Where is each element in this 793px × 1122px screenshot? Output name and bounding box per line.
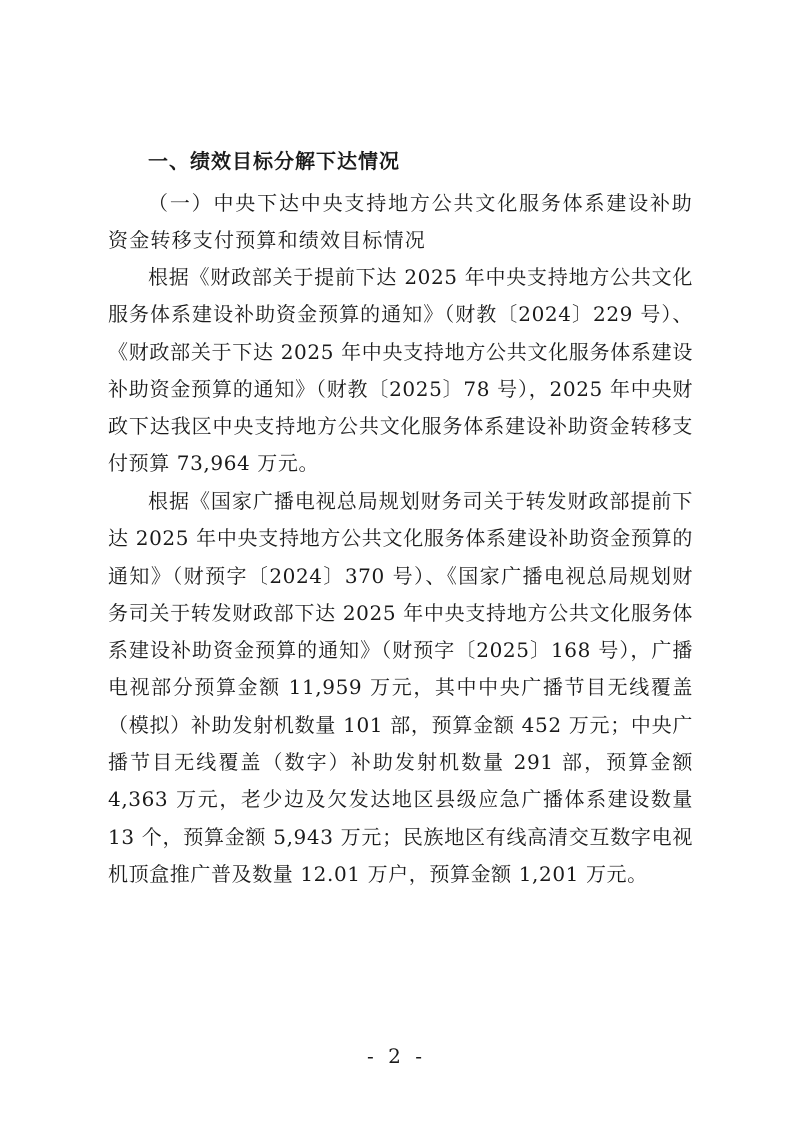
page-number: - 2 -: [367, 1044, 426, 1068]
body-paragraph-1: 根据《财政部关于提前下达 2025 年中央支持地方公共文化服务体系建设补助资金预算的通知》（财教〔2024〕229 号）、《财政部关于下达 2025 年中央支持地方公共文化服务体系建设补助资金预算的通知》（财教〔2025〕78 号），2025 年中央财政下达我区中央支持地方公共文化服务体系建设补助资金转移支付预算 73,964 万元。: [108, 265, 693, 476]
body-paragraph-2: 根据《国家广播电视总局规划财务司关于转发财政部提前下达 2025 年中央支持地方公共文化服务体系建设补助资金预算的通知》（财预字〔2024〕370 号）、《国家广播电视总局规划财务司关于转发财政部下达 2025 年中央支持地方公共文化服务体系建设补助资金预算的通知》（财预字〔2025〕168 号），广播电视部分预算金额 11,959 万元，其中中央广播节目无线覆盖（模拟）补助发射机数量 101 部，预算金额 452 万元；中央广播节目无线覆盖（数字）补助发射机数量 291 部，预算金额 4,363 万元，老少边及欠发达地区县级应急广播体系建设数量 13 个，预算金额 5,943 万元；民族地区有线高清交互数字电视机顶盒推广普及数量 12.01 万户，预算金额 1,201 万元。: [108, 489, 693, 886]
section-heading: 一、绩效目标分解下达情况: [148, 149, 400, 173]
subsection-heading: （一）中央下达中央支持地方公共文化服务体系建设补助资金转移支付预算和绩效目标情况: [108, 191, 693, 252]
